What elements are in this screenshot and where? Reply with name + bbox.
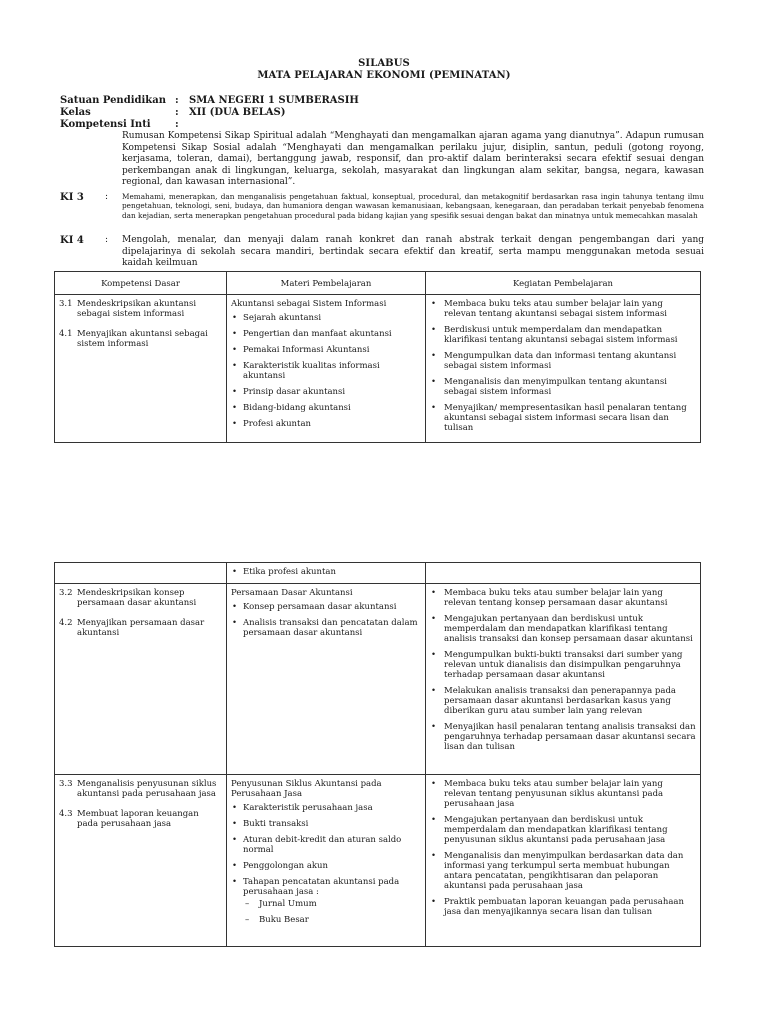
document-title: SILABUS [358,58,410,69]
kd-cell [55,295,227,443]
kd-item [59,299,222,319]
kd-number: 3.3 [59,779,73,789]
kg-list [430,299,696,433]
kd-item [59,329,222,349]
mp-list [231,803,421,925]
column-header-materi-pembelajaran: Materi Pembelajaran [227,272,426,295]
list-item: • Aturan debit-kredit dan aturan saldo normal [231,835,421,855]
list-item: • Pengertian dan manfaat akuntansi [231,329,421,339]
list-item: • Menganalisis dan menyimpulkan berdasarkan data dan informasi yang terkumpul serta membuat hubungan antara pencatatan, pengikhtisaran dan pelaporan akuntansi pada perusahaan jasa [430,851,696,891]
list-item: • Berdiskusi untuk memperdalam dan mendapatkan klarifikasi tentang akuntansi sebagai sistem informasi [430,325,696,345]
table-header-row [55,272,701,295]
list-item: • Melakukan analisis transaksi dan penerapannya pada persamaan dasar akuntansi berdasarkan kasus yang diberikan guru atau sumber lain yang relevan [430,686,696,716]
mp-cell [227,775,426,947]
mp-list [231,602,421,638]
ki3-label: KI 3 [60,192,84,203]
ki4-separator: : [105,235,109,245]
list-item: • Profesi akuntan [231,419,421,429]
kg-cell [426,295,701,443]
list-item: • Konsep persamaan dasar akuntansi [231,602,421,612]
mp-cell [227,563,426,584]
column-header-kompetensi-dasar: Kompetensi Dasar [55,272,227,295]
info-separator: : [175,95,179,106]
list-item: • Penggolongan akun [231,861,421,871]
mp-list [231,313,421,429]
list-item: • Mengumpulkan bukti-bukti transaksi dari sumber yang relevan untuk dianalisis dan disimpulkan pengaruhnya terhadap persamaan dasar akuntansi [430,650,696,680]
table-row [55,563,701,584]
kd-text: Mendeskripsikan akuntansi sebagai sistem informasi [77,299,197,319]
list-item: • Praktik pembuatan laporan keuangan pada perusahaan jasa dan menyajikannya secara lisan dan tulisan [430,897,696,917]
list-item: • Mengajukan pertanyaan dan berdiskusi untuk memperdalam dan mendapatkan klarifikasi tentang penyusunan siklus akuntansi pada perusahaan jasa [430,815,696,845]
list-item: • Sejarah akuntansi [231,313,421,323]
kg-cell [426,775,701,947]
document-subtitle: MATA PELAJARAN EKONOMI (PEMINATAN) [257,70,511,81]
table-row [55,584,701,775]
info-label: Kelas [60,107,91,118]
ki4-label: KI 4 [60,235,84,246]
kg-cell [426,563,701,584]
kd-number: 4.2 [59,618,73,628]
kg-cell [426,584,701,775]
mp-cell [227,295,426,443]
list-item: • Karakteristik perusahaan jasa [231,803,421,813]
silabus-table-1 [54,271,701,443]
mp-list [231,567,421,577]
ki4-text: Mengolah, menalar, dan menyaji dalam ranah konkret dan ranah abstrak terkait dengan pengembangan dari yang dipelajarinya di sekolah secara mandiri, bertindak secara efektif dan kreatif, serta mampu menggunakan metoda sesuai kaidah keilmuan [122,235,704,268]
list-item: • Pemakai Informasi Akuntansi [231,345,421,355]
info-row-kompetensi-inti [60,119,189,131]
list-item: • Bukti transaksi [231,819,421,829]
mp-cell [227,584,426,775]
list-item: • Prinsip dasar akuntansi [231,387,421,397]
info-row-satuan-pendidikan [60,95,359,107]
column-header-kegiatan-pembelajaran: Kegiatan Pembelajaran [426,272,701,295]
kd-number: 4.3 [59,809,73,819]
kd-cell [55,584,227,775]
kd-text: Membuat laporan keuangan pada perusahaan jasa [77,809,199,829]
list-item: • Menyajikan hasil penalaran tentang analisis transaksi dan pengaruhnya terhadap persamaan dasar akuntansi secara lisan dan tulisan [430,722,696,752]
list-item: • Etika profesi akuntan [231,567,421,577]
kd-text: Menyajikan akuntansi sebagai sistem informasi [77,329,208,349]
kd-item [59,588,222,608]
kd-text: Menyajikan persamaan dasar akuntansi [77,618,205,638]
kd-number: 3.2 [59,588,73,598]
list-item: • Mengumpulkan data dan informasi tentang akuntansi sebagai sistem informasi [430,351,696,371]
list-item: • Membaca buku teks atau sumber belajar lain yang relevan tentang akuntansi sebagai sistem informasi [430,299,696,319]
list-item: • Membaca buku teks atau sumber belajar lain yang relevan tentang konsep persamaan dasar akuntansi [430,588,696,608]
ki3-text: Memahami, menerapkan, dan menganalisis pengetahuan faktual, konseptual, procedural, dan metakognitif berdasarkan rasa ingin tahunya tentang ilmu pengetahuan, teknologi, seni, budaya, dan humaniora dengan wawasan kemanusiaan, kebangsaan, kenegaraan, dan peradaban terkait penyebab fenomena dan kejadian, serta menerapkan pengetahuan procedural pada bidang kajian yang spesifik sesuai dengan bakat dan minatnya untuk memecahkan masalah [122,192,704,220]
sub-list-item: – Jurnal Umum [243,899,421,909]
mp-heading: Penyusunan Siklus Akuntansi pada Perusahaan Jasa [231,779,382,799]
kd-text: Menganalisis penyusunan siklus akuntansi pada perusahaan jasa [77,779,217,799]
sub-list-item: – Buku Besar [243,915,421,925]
info-separator: : [175,119,179,130]
kd-number: 4.1 [59,329,73,339]
list-item [231,877,421,925]
info-value: SMA NEGERI 1 SUMBERASIH [189,95,359,106]
info-label: Kompetensi Inti [60,119,151,130]
ki3-separator: : [105,192,109,202]
list-item-text: Tahapan pencatatan akuntansi pada perusahaan jasa : [243,877,400,897]
list-item: • Analisis transaksi dan pencatatan dalam persamaan dasar akuntansi [231,618,421,638]
kd-item [59,809,222,829]
list-item: • Membaca buku teks atau sumber belajar lain yang relevan tentang penyusunan siklus akuntansi pada perusahaan jasa [430,779,696,809]
sub-list [243,899,421,925]
list-item: • Karakteristik kualitas informasi akuntansi [231,361,421,381]
list-item: • Bidang-bidang akuntansi [231,403,421,413]
silabus-table-2 [54,562,701,947]
kg-list [430,779,696,917]
mp-heading: Akuntansi sebagai Sistem Informasi [231,299,387,309]
info-row-kelas [60,107,285,119]
table-row [55,775,701,947]
mp-heading: Persamaan Dasar Akuntansi [231,588,353,598]
info-label: Satuan Pendidikan [60,95,166,106]
list-item: • Mengajukan pertanyaan dan berdiskusi untuk memperdalam dan mendapatkan klarifikasi tentang analisis transaksi dan konsep persamaan dasar akuntansi [430,614,696,644]
kd-text: Mendeskripsikan konsep persamaan dasar akuntansi [77,588,197,608]
kd-item [59,779,222,799]
info-value: XII (DUA BELAS) [189,107,286,118]
kd-item [59,618,222,638]
kd-cell [55,563,227,584]
kd-number: 3.1 [59,299,73,309]
kg-list [430,588,696,752]
ki-intro-text: Rumusan Kompetensi Sikap Spiritual adalah “Menghayati dan mengamalkan ajaran agama yang dianutnya”. Adapun rumusan Kompetensi Sikap Sosial adalah “Menghayati dan mengamalkan perilaku jujur, disiplin, santun, peduli (gotong royong, kerjasama, toleran, damai), bertanggung jawab, responsif, dan pro-aktif dalam berinteraksi secara efektif sesuai dengan perkembangan anak di lingkungan, keluarga, sekolah, masyarakat dan lingkungan alam sekitar, bangsa, negara, kawasan regional, dan kawasan internasional”. [122,131,704,187]
list-item: • Menyajikan/ mempresentasikan hasil penalaran tentang akuntansi sebagai sistem informasi secara lisan dan tulisan [430,403,696,433]
list-item: • Menganalisis dan menyimpulkan tentang akuntansi sebagai sistem informasi [430,377,696,397]
table-row [55,295,701,443]
info-separator: : [175,107,179,118]
kd-cell [55,775,227,947]
